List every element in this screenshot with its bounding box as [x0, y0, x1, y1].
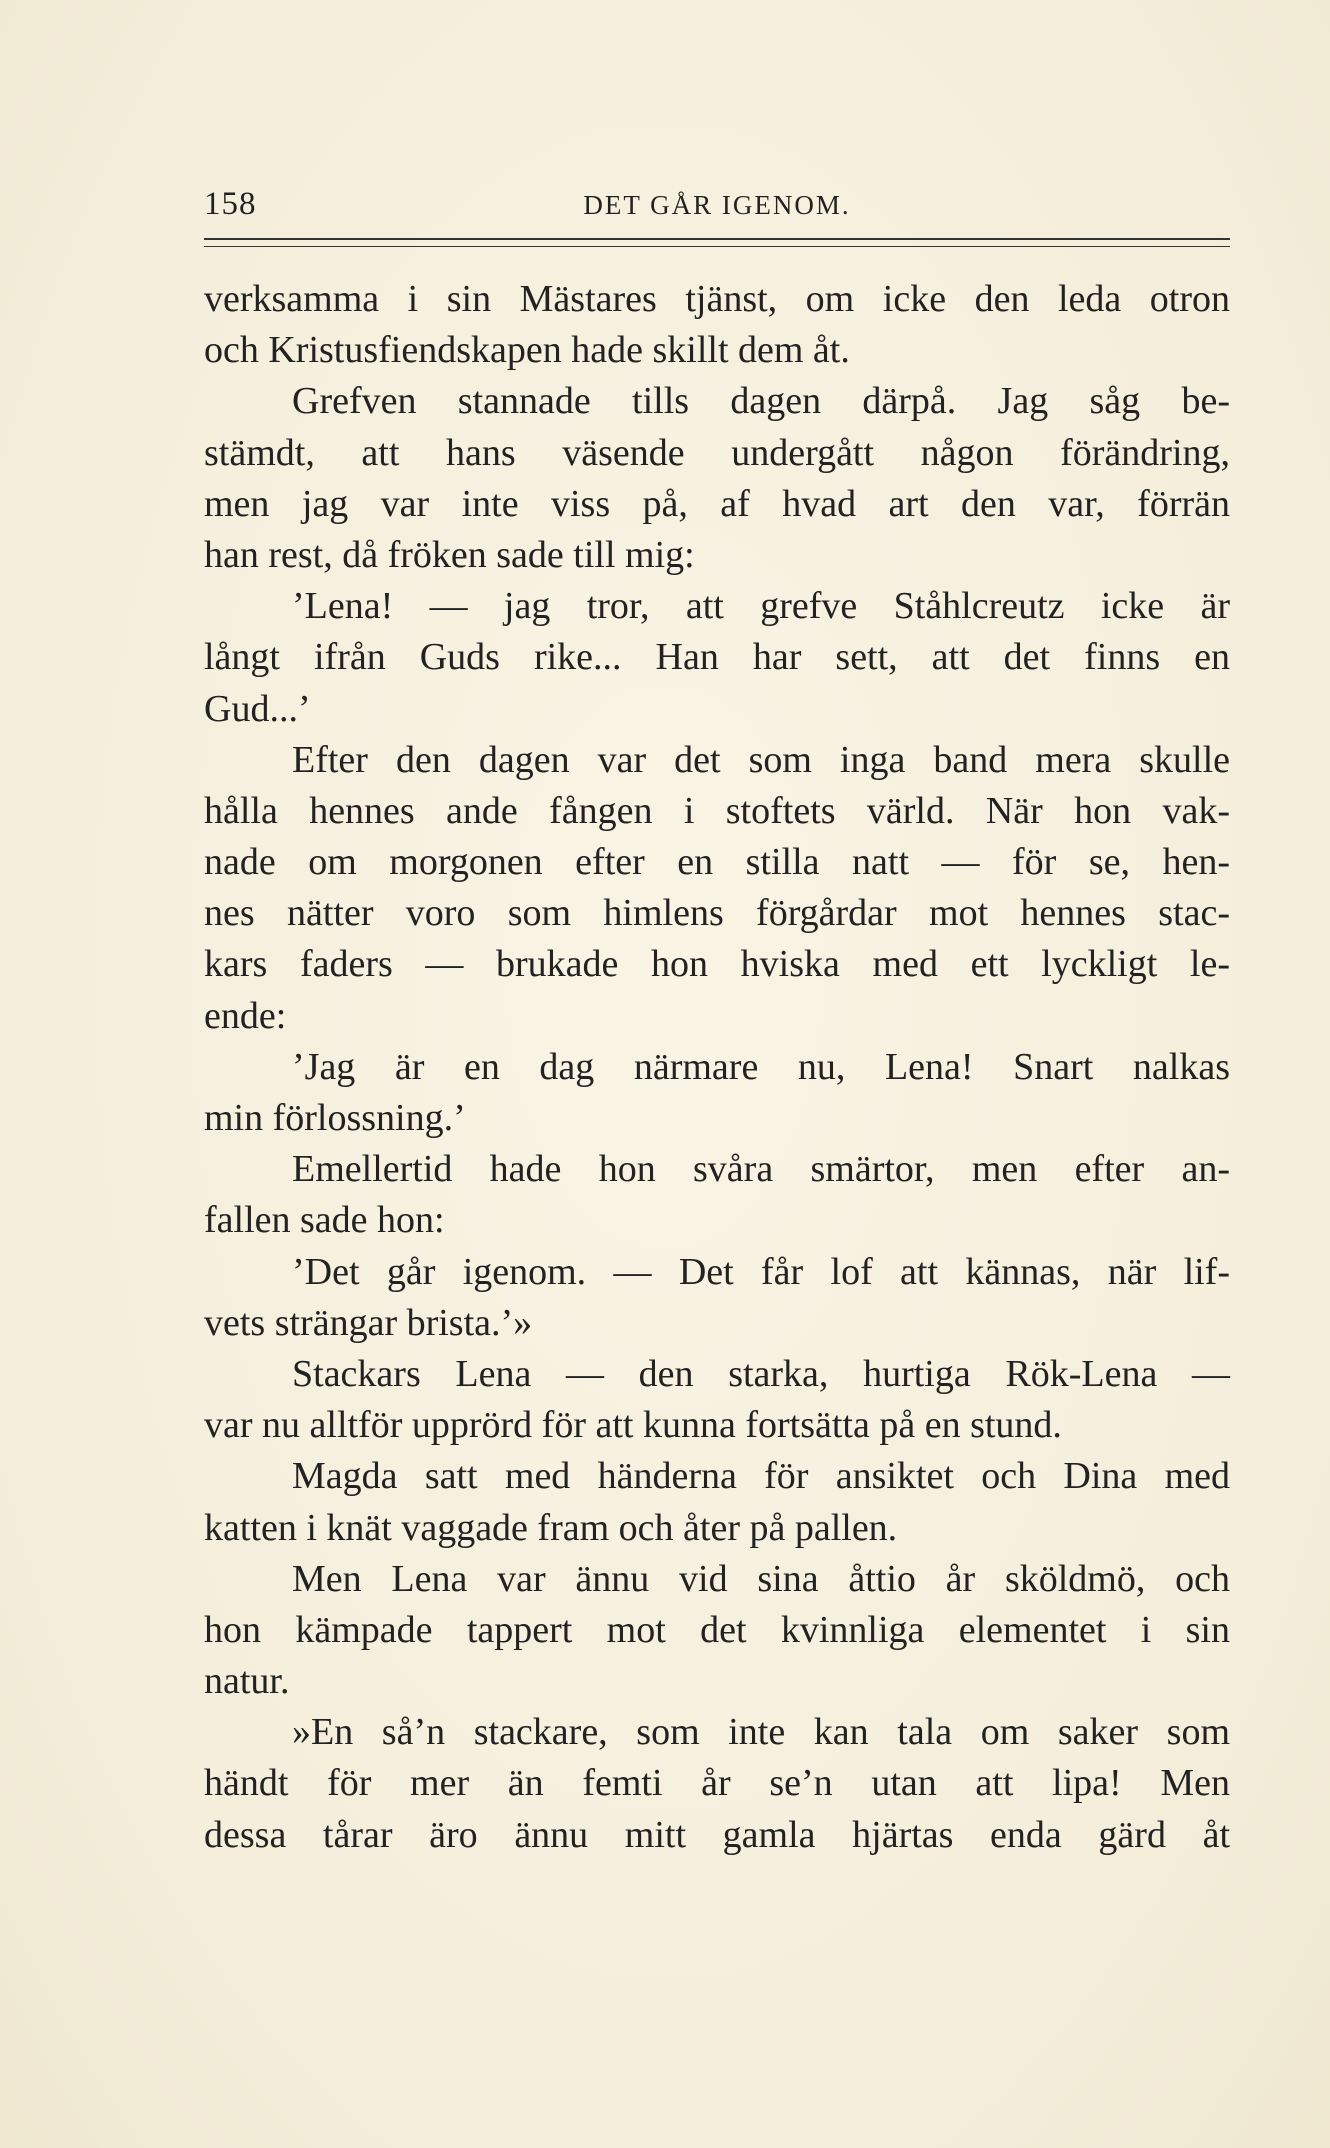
text-line: dessa tårar äro ännu mitt gamla hjärtas enda gärd åt — [204, 1813, 1230, 1856]
text-line: Magda satt med händerna för ansiktet och Dina med — [292, 1455, 1230, 1498]
text-line: katten i knät vaggade fram och åter på pallen. — [204, 1506, 898, 1549]
header-rule-thick — [204, 238, 1230, 240]
text-line: men jag var inte viss på, af hvad art den var, förrän — [204, 482, 1230, 525]
text-line: ende: — [204, 994, 287, 1037]
body-text — [204, 274, 1230, 1861]
text-line: hon kämpade tappert mot det kvinnliga elementet i sin — [204, 1608, 1230, 1651]
text-line: natur. — [204, 1660, 290, 1703]
text-line: var nu alltför upprörd för att kunna fortsätta på en stund. — [204, 1404, 1062, 1447]
text-line: han rest, då fröken sade till mig: — [204, 533, 695, 576]
text-line: långt ifrån Guds rike... Han har sett, att det finns en — [204, 636, 1230, 679]
text-line: ’Det går igenom. — Det får lof att kännas, när lif- — [292, 1250, 1230, 1293]
text-line: nade om morgonen efter en stilla natt — för se, hen- — [204, 841, 1230, 884]
text-line: Efter den dagen var det som inga band mera skulle — [292, 738, 1230, 781]
text-line: Gud...’ — [204, 687, 311, 730]
page-header — [204, 186, 1230, 236]
text-line: Men Lena var ännu vid sina åttio år sköldmö, och — [292, 1557, 1230, 1600]
text-line: händt för mer än femti år se’n utan att lipa! Men — [204, 1762, 1230, 1805]
text-line: kars faders — brukade hon hviska med ett lyckligt le- — [204, 943, 1230, 986]
text-line: ’Jag är en dag närmare nu, Lena! Snart nalkas — [292, 1045, 1230, 1088]
text-line: fallen sade hon: — [204, 1199, 445, 1242]
running-head: DET GÅR IGENOM. — [583, 190, 851, 220]
text-line: verksamma i sin Mästares tjänst, om icke den leda otron — [204, 278, 1230, 320]
text-line: och Kristusfiendskapen hade skillt dem åt. — [204, 329, 850, 372]
text-line: nes nätter voro som himlens förgårdar mot hennes stac- — [204, 892, 1230, 935]
header-rule-thin — [204, 246, 1230, 247]
text-line: stämdt, att hans väsende undergått någon förändring, — [204, 431, 1230, 474]
text-line: vets strängar brista.’» — [204, 1301, 533, 1344]
text-line: »En så’n stackare, som inte kan tala om saker som — [292, 1711, 1230, 1754]
text-line: Stackars Lena — den starka, hurtiga Rök-Lena — — [292, 1352, 1230, 1395]
page-number: 158 — [204, 186, 257, 222]
text-line: ’Lena! — jag tror, att grefve Ståhlcreutz icke är — [292, 585, 1230, 628]
text-line: Emellertid hade hon svåra smärtor, men efter an- — [292, 1148, 1230, 1191]
text-line: min förlossning.’ — [204, 1097, 466, 1139]
text-line: Grefven stannade tills dagen därpå. Jag såg be- — [292, 380, 1230, 423]
text-line: hålla hennes ande fången i stoftets värld. När hon vak- — [204, 789, 1230, 832]
